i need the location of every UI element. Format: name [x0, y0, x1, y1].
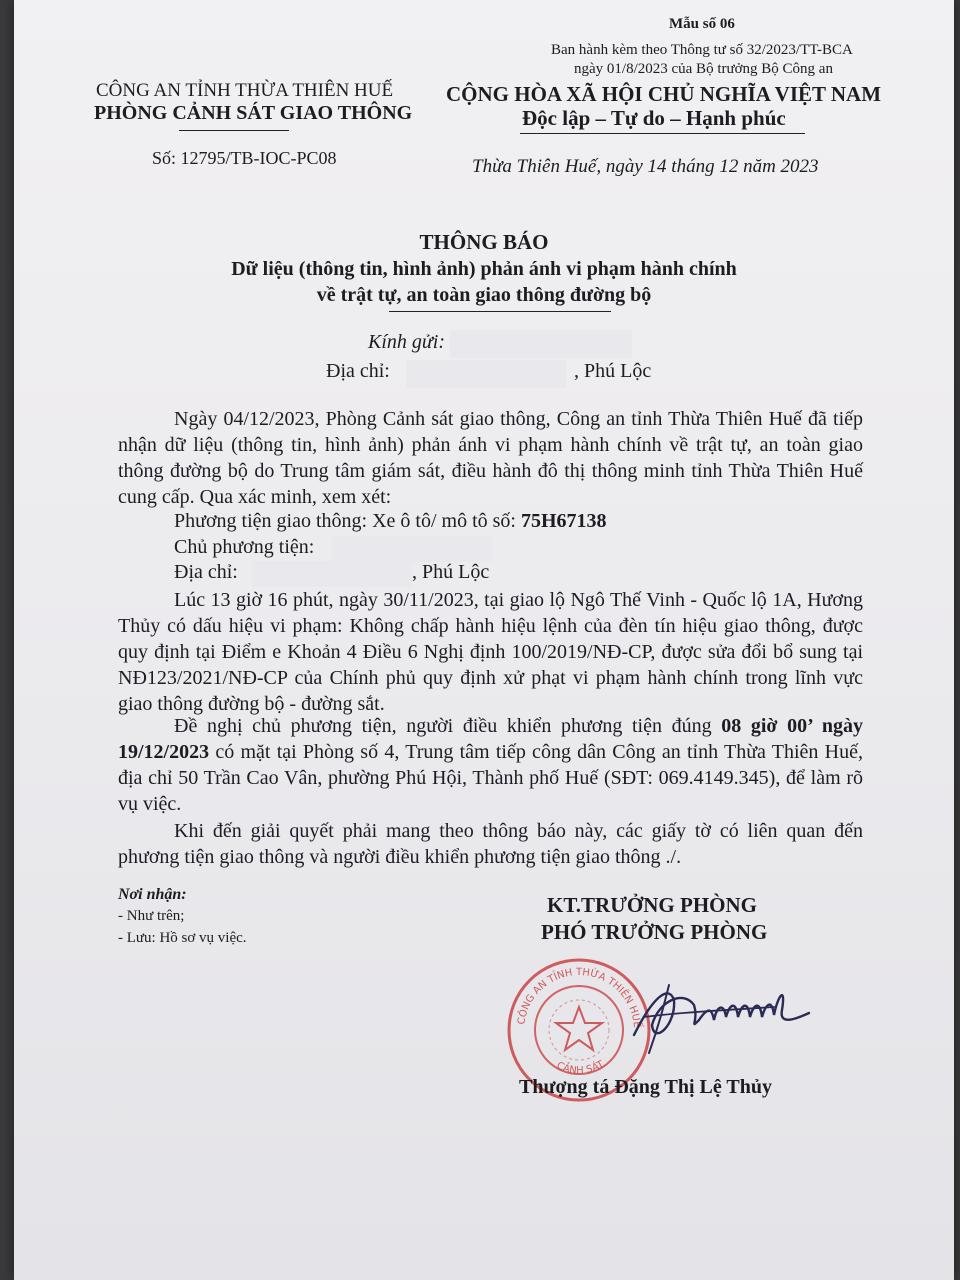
svg-text:CẢNH SÁT	[555, 1059, 607, 1077]
address-suffix: , Phú Lộc	[574, 360, 652, 382]
summons-text-1: Đề nghị chủ phương tiện, người điều khiển phương tiện đúng	[174, 715, 722, 737]
document-subtitle-1: Dữ liệu (thông tin, hình ảnh) phản ánh vi phạm hành chính	[231, 258, 737, 280]
document-title: THÔNG BÁO	[419, 230, 549, 254]
summons-time: 08 giờ 00’ ngày 19/12/2023	[118, 715, 864, 763]
summons-text-2: có mặt tại Phòng số 4, Trung tâm tiếp công dân Công an tỉnh Thừa Thiên Huế, địa chỉ 50 Trần Cao Vân, phường Phú Hội, Thành phố Huế (SĐT: 069.4149.345), để làm rõ vụ việc.	[118, 741, 863, 815]
owner-label: Chủ phương tiện:	[174, 536, 315, 558]
paragraph-requirements: Khi đến giải quyết phải mang theo thông báo này, các giấy tờ có liên quan đến phương tiện giao thông và người điều khiển phương tiện giao thông ./.	[118, 820, 863, 868]
recipient-item: - Như trên;	[118, 908, 185, 924]
national-title: CỘNG HÒA XÃ HỘI CHỦ NGHĨA VIỆT NAM	[446, 82, 882, 106]
seal-text-bottom: CẢNH SÁT	[554, 1059, 606, 1077]
agency-underline	[179, 130, 289, 131]
recipient-item: - Lưu: Hồ sơ vụ việc.	[118, 930, 247, 946]
document-number: Số: 12795/TB-IOC-PC08	[152, 148, 337, 168]
address-label: Địa chỉ:	[326, 360, 390, 382]
motto-underline	[520, 133, 805, 134]
redacted-owner	[332, 536, 492, 562]
vehicle-line	[174, 510, 607, 533]
title-underline	[389, 311, 611, 312]
redacted-owner-address	[252, 561, 412, 587]
owner-address-label: Địa chỉ:	[174, 561, 238, 583]
paragraph-received: Ngày 04/12/2023, Phòng Cảnh sát giao thông, Công an tỉnh Thừa Thiên Huế đã tiếp nhận dữ liệu (thông tin, hình ảnh) phản ánh vi phạm hành chính về trật tự, an toàn giao thông đường bộ do Trung tâm giám sát, điều hành đô thị thông minh tỉnh Thừa Thiên Huế cung cấp. Qua xác minh, xem xét:	[118, 408, 863, 508]
redacted-addressee	[450, 330, 632, 358]
vehicle-label: Phương tiện giao thông: Xe ô tô/ mô tô số:	[174, 510, 521, 532]
seal-text-top: CÔNG AN TỈNH THỪA THIÊN HUẾ	[516, 967, 643, 1029]
agency-name: PHÒNG CẢNH SÁT GIAO THÔNG	[94, 102, 413, 124]
national-motto: Độc lập – Tự do – Hạnh phúc	[522, 106, 786, 130]
addressee-label: Kính gửi:	[368, 331, 446, 353]
license-plate: 75H67138	[520, 510, 607, 532]
signer-name: Thượng tá Đặng Thị Lệ Thủy	[519, 1076, 772, 1098]
issued-by-line-1: Ban hành kèm theo Thông tư số 32/2023/TT-BCA	[551, 42, 853, 58]
agency-parent: CÔNG AN TỈNH THỪA THIÊN HUẾ	[96, 80, 394, 101]
place-and-date: Thừa Thiên Huế, ngày 14 tháng 12 năm 2023	[472, 156, 819, 177]
signature-authority-2: PHÓ TRƯỞNG PHÒNG	[541, 920, 768, 944]
issued-by-line-2: ngày 01/8/2023 của Bộ trưởng Bộ Công an	[574, 61, 833, 77]
paragraph-summons	[118, 713, 863, 817]
recipients-title: Nơi nhận:	[118, 886, 187, 903]
redacted-address	[406, 360, 566, 388]
form-number: Mẫu số 06	[669, 16, 735, 32]
signature-authority-1: KT.TRƯỞNG PHÒNG	[547, 893, 757, 917]
paragraph-violation: Lúc 13 giờ 16 phút, ngày 30/11/2023, tại giao lộ Ngô Thế Vinh - Quốc lộ 1A, Hương Thủy có dấu hiệu vi phạm: Không chấp hành hiệu lệnh của đèn tín hiệu giao thông, được quy định tại Điểm e Khoản 4 Điều 6 Nghị định 100/2019/NĐ-CP, được sửa đổi bổ sung tại NĐ123/2021/NĐ-CP của Chính phủ quy định xử phạt vi phạm hành chính trong lĩnh vực giao thông đường bộ - đường sắt.	[118, 589, 863, 715]
document-page	[14, 0, 954, 1280]
handwritten-signature	[614, 965, 824, 1060]
owner-address-suffix: , Phú Lộc	[412, 561, 490, 583]
document-subtitle-2: về trật tự, an toàn giao thông đường bộ	[316, 284, 652, 306]
